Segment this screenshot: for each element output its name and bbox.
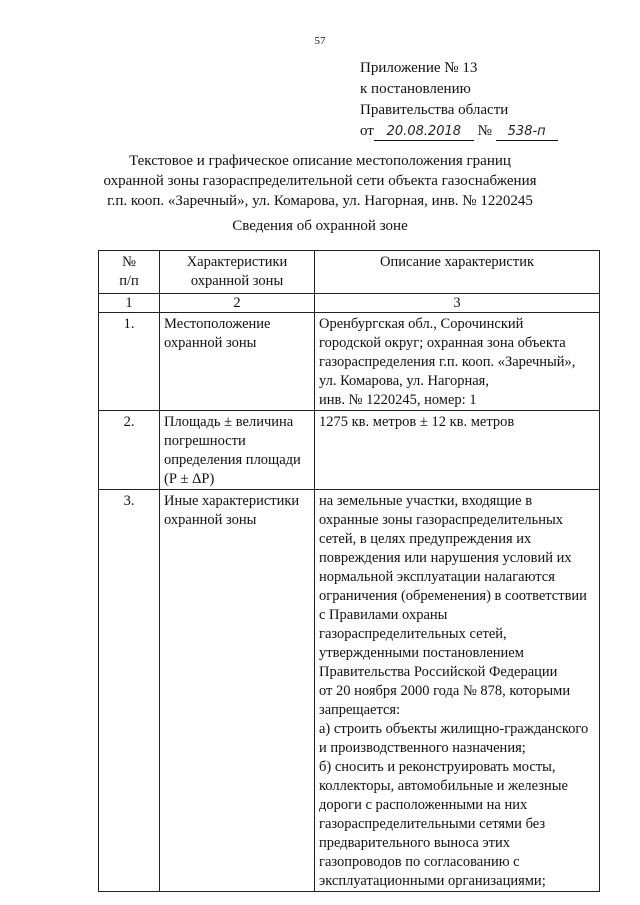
table-header-row [99,251,600,294]
header-number-line: п/п [119,273,139,289]
header-characteristics-line: Характеристики [186,254,288,270]
appendix-block [360,58,558,142]
description-line: Правительства Российской Федерации [319,664,558,680]
column-number: 1 [99,294,160,313]
characteristic-line: погрешности [164,433,246,449]
description-line: газопроводов по согласованию с [319,854,520,870]
number-prefix: № [477,123,492,139]
description-line: охранные зоны газораспределительных [319,512,564,528]
header-characteristics-line: охранной зоны [190,273,284,289]
appendix-title: Приложение № 13 [360,60,478,76]
section-subtitle: Сведения об охранной зоне [232,218,408,234]
appendix-authority: Правительства области [360,102,509,118]
table-row [99,411,600,490]
description-line: б) сносить и реконструировать мосты, [319,759,556,775]
row-number: 2. [99,411,160,490]
characteristic-line: Иные характеристики [164,493,300,509]
page-number: 57 [314,35,326,47]
description-line: газораспределительными сетями без [319,816,546,832]
description-line: городской округ; охранная зона объекта [319,335,566,351]
characteristic-line: охранной зоны [164,335,257,351]
header-number [99,251,160,294]
title-line: г.п. кооп. «Заречный», ул. Комарова, ул. Нагорная, инв. № 1220245 [107,193,533,209]
description-line: утвержденными постановлением [319,645,524,661]
row-number: 1. [99,313,160,411]
description-line: сетей, в целях предупреждения их [319,531,532,547]
description-line: коллекторы, автомобильные и железные [319,778,568,794]
characteristic-line: охранной зоны [164,512,257,528]
header-description: Описание характеристик [315,251,600,294]
column-number: 2 [160,294,315,313]
description-line: нормальной эксплуатации налагаются [319,569,555,585]
table-row [99,490,600,892]
protection-zone-table [98,250,600,892]
document-title [0,151,640,211]
description-line: на земельные участки, входящие в [319,493,533,509]
header-number-line: № [122,254,136,270]
description-line: от 20 ноября 2000 года № 878, которыми [319,683,571,699]
row-characteristic [160,411,315,490]
appendix-date-number [360,121,558,142]
appendix-reference: к постановлению [360,81,471,97]
title-line: Текстовое и графическое описание местоположения границ [129,153,511,169]
header-characteristics [160,251,315,294]
characteristic-line: определения площади [164,452,301,468]
column-number: 3 [315,294,600,313]
description-line: ул. Комарова, ул. Нагорная, [319,373,489,389]
description-line: а) строить объекты жилищно-гражданского [319,721,589,737]
description-line: повреждения или нарушения условий их [319,550,572,566]
row-description [315,490,600,892]
title-line: охранной зоны газораспределительной сети объекта газоснабжения [103,173,537,189]
column-number-row [99,294,600,313]
row-description [315,411,600,490]
table-row [99,313,600,411]
date-prefix: от [360,123,374,139]
characteristic-line: Местоположение [164,316,271,332]
row-number: 3. [99,490,160,892]
description-line: предварительного выноса этих [319,835,511,851]
description-line: дороги с расположенными на них [319,797,528,813]
characteristic-line: Площадь ± величина [164,414,294,430]
description-line: газораспределения г.п. кооп. «Заречный», [319,354,576,370]
description-line: ограничения (обременения) в соответствии [319,588,587,604]
description-line: 1275 кв. метров ± 12 кв. метров [319,414,515,430]
row-description [315,313,600,411]
row-characteristic [160,490,315,892]
description-line: Оренбургская обл., Сорочинский [319,316,524,332]
description-line: запрещается: [319,702,401,718]
description-line: инв. № 1220245, номер: 1 [319,392,477,408]
row-characteristic [160,313,315,411]
handwritten-number: 538-п [496,124,558,141]
description-line: и производственного назначения; [319,740,526,756]
description-line: эксплуатационными организациями; [319,873,546,889]
handwritten-date: 20.08.2018 [374,124,474,141]
characteristic-line: (Р ± ΔР) [164,471,215,487]
description-line: с Правилами охраны [319,607,448,623]
description-line: газораспределительных сетей, [319,626,507,642]
